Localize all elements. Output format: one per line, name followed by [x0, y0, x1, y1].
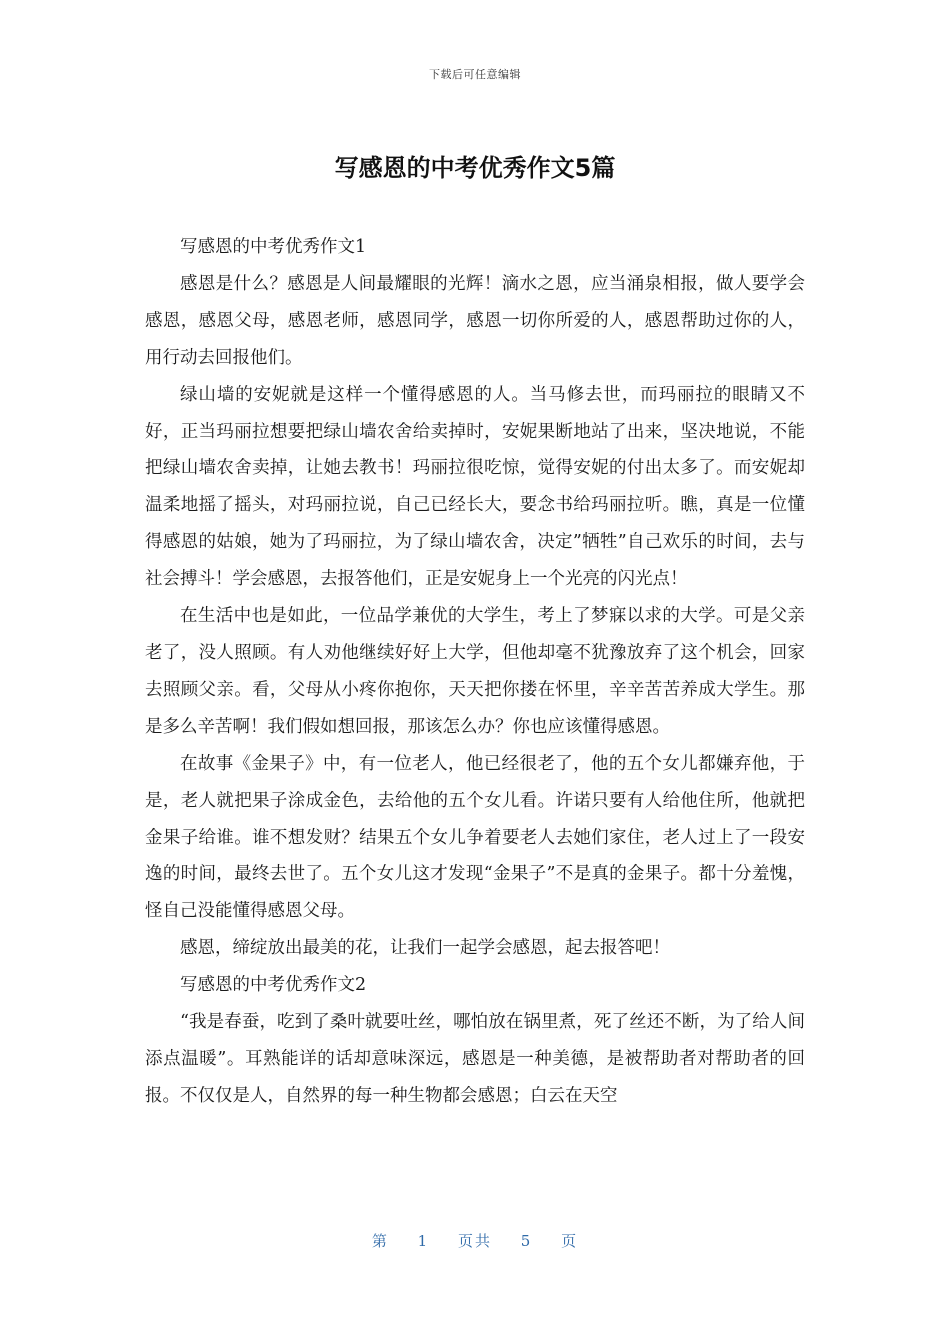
footer-label-end: 页 — [561, 1232, 579, 1250]
header-note: 下载后可任意编辑 — [429, 68, 521, 81]
paragraph: 在故事《金果子》中，有一位老人，他已经很老了，他的五个女儿都嫌弃他，于是，老人就把果子涂成金色，去给他的五个女儿看。许诺只要有人给他住所，他就把金果子给谁。谁不想发财？结果五个女儿争着要老人去她们家住，老人过上了一段安逸的时间，最终去世了。五个女儿这才发现“金果子”不是真的金果子。都十分羞愧，怪自己没能懂得感恩父母。 — [145, 753, 805, 922]
paragraph: 绿山墙的安妮就是这样一个懂得感恩的人。当马修去世，而玛丽拉的眼睛又不好，正当玛丽拉想要把绿山墙农舍给卖掉时，安妮果断地站了出来，坚决地说，不能把绿山墙农舍卖掉，让她去教书！玛丽拉很吃惊，觉得安妮的付出太多了。而安妮却温柔地摇了摇头，对玛丽拉说，自己已经长大，要念书给玛丽拉听。瞧，真是一位懂得感恩的姑娘，她为了玛丽拉，为了绿山墙农舍，决定”牺牲”自己欢乐的时间，去与社会搏斗！学会感恩，去报答他们，正是安妮身上一个光亮的闪光点！ — [145, 384, 805, 590]
paragraph: “我是春蚕，吃到了桑叶就要吐丝，哪怕放在锅里煮，死了丝还不断，为了给人间添点温暖”。耳熟能详的话却意味深远，感恩是一种美德，是被帮助者对帮助者的回报。不仅仅是人，自然界的每一种生物都会感恩；白云在天空 — [145, 1012, 805, 1106]
section-heading-1: 写感恩的中考优秀作文1 — [180, 237, 367, 257]
paragraph: 感恩，缔绽放出最美的花，让我们一起学会感恩，起去报答吧！ — [180, 938, 670, 959]
document-title: 写感恩的中考优秀作文5篇 — [334, 154, 616, 182]
section-heading-2: 写感恩的中考优秀作文2 — [180, 975, 367, 996]
paragraph: 在生活中也是如此，一位品学兼优的大学生，考上了梦寐以求的大学。可是父亲老了，没人照顾。有人劝他继续好好上大学，但他却毫不犹豫放弃了这个机会，回家去照顾父亲。看，父母从小疼你抱你，天天把你搂在怀里，辛辛苦苦养成大学生。那是多么辛苦啊！我们假如想回报，那该怎么办？你也应该懂得感恩。 — [145, 606, 805, 737]
footer-total-pages: 5 — [520, 1232, 533, 1250]
footer-current-page: 1 — [417, 1232, 430, 1250]
paragraph: 感恩是什么？感恩是人间最耀眼的光辉！滴水之恩，应当涌泉相报，做人要学会感恩，感恩父母，感恩老师，感恩同学，感恩一切你所爱的人，感恩帮助过你的人，用行动去回报他们。 — [145, 273, 805, 368]
page-footer — [0, 1230, 950, 1251]
document-body — [145, 229, 805, 1115]
footer-label-total: 页共 — [457, 1232, 492, 1250]
footer-label-page: 第 — [371, 1232, 389, 1250]
